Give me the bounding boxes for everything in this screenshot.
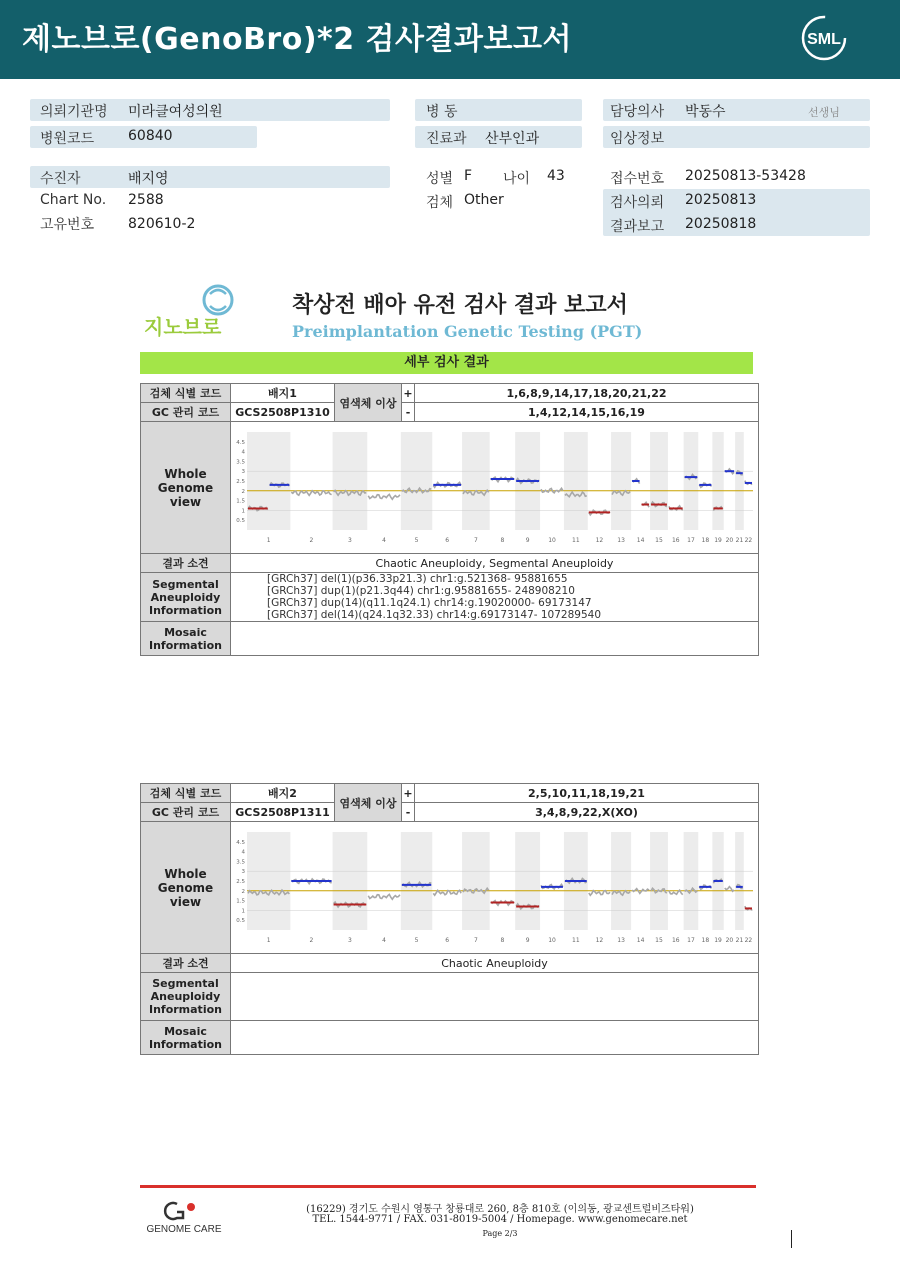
chromosome-band bbox=[462, 432, 490, 530]
page-title: 제노브로(GenoBro)*2 검사결과보고서 bbox=[22, 22, 572, 57]
finding-label: 결과 소견 bbox=[141, 954, 231, 973]
y-tick-label: 4.5 bbox=[236, 839, 245, 846]
x-tick-label: 16 bbox=[671, 937, 680, 944]
cursor-mark bbox=[791, 1230, 792, 1248]
chromosome-band bbox=[462, 832, 490, 930]
x-tick-label: 15 bbox=[655, 937, 663, 944]
report-subtitle: Preimplantation Genetic Testing (PGT) bbox=[292, 322, 643, 341]
cn-points bbox=[368, 494, 400, 499]
x-tick-label: 14 bbox=[636, 937, 645, 944]
y-tick-label: 3.5 bbox=[236, 859, 245, 866]
sex-label: 성별 bbox=[426, 171, 454, 187]
seg-label: Segmental Aneuploidy Information bbox=[141, 573, 231, 622]
x-tick-label: 16 bbox=[671, 537, 680, 544]
x-tick-label: 21 bbox=[735, 537, 744, 544]
x-tick-label: 13 bbox=[617, 937, 625, 944]
chromosome-band bbox=[247, 832, 290, 930]
x-tick-label: 21 bbox=[735, 937, 744, 944]
x-tick-label: 15 bbox=[655, 537, 663, 544]
x-tick-label: 2 bbox=[309, 937, 314, 944]
gc-code-value: GCS2508P1310 bbox=[230, 403, 334, 422]
dna-icon bbox=[210, 290, 226, 310]
sample-code-label: 검체 식별 코드 bbox=[141, 384, 231, 403]
chart-value: 2588 bbox=[128, 192, 164, 208]
chromosome-band bbox=[515, 832, 540, 930]
x-tick-label: 17 bbox=[687, 937, 695, 944]
y-tick-label: 1 bbox=[241, 508, 245, 515]
receipt-label: 접수번호 bbox=[610, 171, 665, 187]
chromosome-band bbox=[564, 432, 588, 530]
x-tick-label: 18 bbox=[701, 937, 710, 944]
x-tick-label: 4 bbox=[382, 937, 386, 944]
clinical-label: 임상정보 bbox=[610, 131, 665, 147]
hospital-code-value: 60840 bbox=[128, 128, 173, 144]
seg-line: [GRCh37] dup(14)(q11.1q24.1) chr14:g.19020000- 69173147 bbox=[266, 597, 592, 609]
chromosome-band bbox=[401, 832, 432, 930]
chart-label: Chart No. bbox=[40, 192, 107, 208]
y-tick-label: 3 bbox=[241, 869, 245, 876]
gain-chromosomes: 2,5,10,11,18,19,21 bbox=[414, 784, 758, 803]
whole-genome-chart-2 bbox=[231, 822, 758, 950]
doctor-suffix: 선생님 bbox=[808, 106, 840, 119]
receipt-value: 20250813-53428 bbox=[685, 168, 806, 184]
y-tick-label: 2 bbox=[241, 888, 245, 895]
x-tick-label: 11 bbox=[572, 537, 580, 544]
x-tick-label: 8 bbox=[500, 537, 505, 544]
sml-logo bbox=[798, 14, 850, 62]
uid-value: 820610-2 bbox=[128, 216, 196, 232]
section-header: 세부 검사 결과 bbox=[140, 352, 753, 374]
x-tick-label: 13 bbox=[617, 537, 625, 544]
cn-points bbox=[589, 891, 610, 896]
specimen-label: 검체 bbox=[426, 195, 454, 211]
genobro-logo bbox=[140, 282, 255, 342]
y-tick-label: 1.5 bbox=[236, 898, 245, 905]
x-tick-label: 4 bbox=[382, 537, 386, 544]
genobro-logo-text: 지노브로 bbox=[144, 315, 222, 339]
seg-line: [GRCh37] dup(1)(p21.3q44) chr1:g.95881655- 248908210 bbox=[266, 585, 575, 597]
age-label: 나이 bbox=[503, 171, 531, 187]
x-tick-label: 1 bbox=[266, 937, 271, 944]
chromosome-band bbox=[247, 432, 290, 530]
result-label: 결과보고 bbox=[610, 219, 665, 235]
uid-label: 고유번호 bbox=[40, 217, 95, 233]
y-tick-label: 4 bbox=[241, 449, 245, 456]
x-tick-label: 3 bbox=[348, 937, 352, 944]
x-tick-label: 12 bbox=[595, 937, 604, 944]
seg-line: [GRCh37] del(14)(q24.1q32.33) chr14:g.69173147- 107289540 bbox=[266, 609, 602, 621]
embryo-table-2 bbox=[140, 783, 759, 1055]
footer-contact: TEL. 1544-9771 / FAX. 031-8019-5004 / Homepage. www.genomecare.net bbox=[312, 1214, 688, 1225]
report-title: 착상전 배아 유전 검사 결과 보고서 bbox=[292, 293, 628, 318]
seg-line: [GRCh37] del(1)(p36.33p21.3) chr1:g.521368- 95881655 bbox=[266, 573, 568, 585]
x-tick-label: 9 bbox=[525, 937, 530, 944]
mosaic-value bbox=[230, 1021, 758, 1055]
x-tick-label: 9 bbox=[525, 537, 530, 544]
finding-value: Chaotic Aneuploidy, Segmental Aneuploidy bbox=[230, 554, 758, 573]
loss-sign: - bbox=[401, 803, 414, 822]
request-value: 20250813 bbox=[685, 192, 757, 208]
chromosome-band bbox=[611, 432, 631, 530]
gc-code-label: GC 관리 코드 bbox=[141, 803, 231, 822]
finding-value: Chaotic Aneuploidy bbox=[230, 954, 758, 973]
x-tick-label: 19 bbox=[714, 937, 722, 944]
patient-value: 배지영 bbox=[128, 171, 169, 187]
y-tick-label: 1.5 bbox=[236, 498, 245, 505]
x-tick-label: 6 bbox=[445, 537, 450, 544]
chrom-abn-label: 염색체 이상 bbox=[334, 784, 401, 822]
footer-divider bbox=[140, 1185, 756, 1188]
gc-code-value: GCS2508P1311 bbox=[230, 803, 334, 822]
mosaic-value bbox=[230, 622, 758, 656]
doctor-value: 박동수 bbox=[685, 104, 726, 120]
x-tick-label: 5 bbox=[414, 937, 419, 944]
chromosome-band bbox=[650, 832, 668, 930]
y-tick-label: 2 bbox=[241, 488, 245, 495]
x-tick-label: 2 bbox=[309, 537, 314, 544]
wgv-label: Whole Genome view bbox=[141, 422, 231, 554]
chromosome-band bbox=[684, 432, 699, 530]
x-tick-label: 7 bbox=[473, 537, 478, 544]
ward-label: 병 동 bbox=[426, 104, 458, 120]
x-tick-label: 20 bbox=[725, 537, 734, 544]
seg-info bbox=[230, 573, 758, 622]
y-tick-label: 0.5 bbox=[236, 918, 245, 925]
x-tick-label: 11 bbox=[572, 937, 580, 944]
x-tick-label: 14 bbox=[636, 537, 645, 544]
gain-sign: + bbox=[401, 384, 414, 403]
sex-value: F bbox=[464, 168, 473, 184]
footer-address: (16229) 경기도 수원시 영통구 창룡대로 260, 8층 810호 (이의동, 광교센트럴비즈타워) bbox=[306, 1204, 694, 1215]
header-bar bbox=[0, 0, 900, 79]
request-label: 검사의뢰 bbox=[610, 195, 665, 211]
y-tick-label: 1 bbox=[241, 908, 245, 915]
x-tick-label: 22 bbox=[744, 937, 753, 944]
x-tick-label: 19 bbox=[714, 537, 722, 544]
chromosome-band bbox=[333, 832, 368, 930]
patient-label: 수진자 bbox=[40, 171, 81, 187]
chromosome-band bbox=[611, 832, 631, 930]
wgv-label: Whole Genome view bbox=[141, 822, 231, 954]
result-value: 20250818 bbox=[685, 216, 757, 232]
chromosome-band bbox=[735, 432, 744, 530]
seg-label: Segmental Aneuploidy Information bbox=[141, 973, 231, 1021]
x-tick-label: 6 bbox=[445, 937, 450, 944]
chromosome-band bbox=[333, 432, 368, 530]
y-tick-label: 2.5 bbox=[236, 479, 245, 485]
sample-code-value: 배지2 bbox=[230, 784, 334, 803]
x-tick-label: 17 bbox=[687, 537, 695, 544]
chromosome-band bbox=[712, 432, 723, 530]
y-tick-label: 4 bbox=[241, 849, 245, 856]
x-tick-label: 10 bbox=[548, 537, 556, 544]
institution-label: 의뢰기관명 bbox=[40, 104, 108, 120]
patient-row bbox=[30, 166, 390, 188]
hospital-code-label: 병원코드 bbox=[40, 131, 95, 147]
x-tick-label: 18 bbox=[701, 537, 710, 544]
x-tick-label: 10 bbox=[548, 937, 556, 944]
gain-sign: + bbox=[401, 784, 414, 803]
mosaic-label: Mosaic Information bbox=[141, 622, 231, 656]
cn-points bbox=[541, 488, 563, 493]
dept-value: 산부인과 bbox=[485, 131, 540, 147]
gain-chromosomes: 1,6,8,9,14,17,18,20,21,22 bbox=[414, 384, 758, 403]
y-tick-label: 0.5 bbox=[236, 518, 245, 525]
y-tick-label: 3 bbox=[241, 469, 245, 476]
finding-label: 결과 소견 bbox=[141, 554, 231, 573]
genome-care-logo bbox=[137, 1196, 232, 1236]
cn-points bbox=[368, 894, 400, 899]
seg-info bbox=[230, 973, 758, 1021]
y-tick-label: 2.5 bbox=[236, 879, 245, 885]
y-tick-label: 3.5 bbox=[236, 459, 245, 466]
chromosome-band bbox=[401, 432, 432, 530]
mosaic-label: Mosaic Information bbox=[141, 1021, 231, 1055]
sample-code-value: 배지1 bbox=[230, 384, 334, 403]
y-tick-label: 4.5 bbox=[236, 439, 245, 446]
x-tick-label: 5 bbox=[414, 537, 419, 544]
cn-points bbox=[291, 491, 331, 496]
specimen-value: Other bbox=[464, 192, 504, 208]
company-name: GENOME CARE bbox=[146, 1224, 222, 1235]
chrom-abn-label: 염색체 이상 bbox=[334, 384, 401, 422]
dept-label: 진료과 bbox=[426, 131, 467, 147]
x-tick-label: 8 bbox=[500, 937, 505, 944]
sample-code-label: 검체 식별 코드 bbox=[141, 784, 231, 803]
chromosome-band bbox=[735, 832, 744, 930]
x-tick-label: 3 bbox=[348, 537, 352, 544]
doctor-label: 담당의사 bbox=[610, 104, 665, 120]
gc-code-label: GC 관리 코드 bbox=[141, 403, 231, 422]
embryo-table-1 bbox=[140, 383, 759, 656]
x-tick-label: 12 bbox=[595, 537, 604, 544]
x-tick-label: 20 bbox=[725, 937, 734, 944]
page-number: Page 2/3 bbox=[482, 1229, 518, 1238]
x-tick-label: 1 bbox=[266, 537, 271, 544]
age-value: 43 bbox=[547, 168, 565, 184]
loss-sign: - bbox=[401, 403, 414, 422]
loss-chromosomes: 3,4,8,9,22,X(XO) bbox=[414, 803, 758, 822]
loss-chromosomes: 1,4,12,14,15,16,19 bbox=[414, 403, 758, 422]
chromosome-band bbox=[684, 832, 699, 930]
genome-care-icon bbox=[165, 1203, 183, 1219]
institution-value: 미라클여성의원 bbox=[128, 104, 223, 120]
whole-genome-chart-1 bbox=[231, 422, 758, 550]
x-tick-label: 22 bbox=[744, 537, 753, 544]
x-tick-label: 7 bbox=[473, 937, 478, 944]
sml-logo-text: SML bbox=[807, 31, 841, 48]
chromosome-band bbox=[650, 432, 668, 530]
